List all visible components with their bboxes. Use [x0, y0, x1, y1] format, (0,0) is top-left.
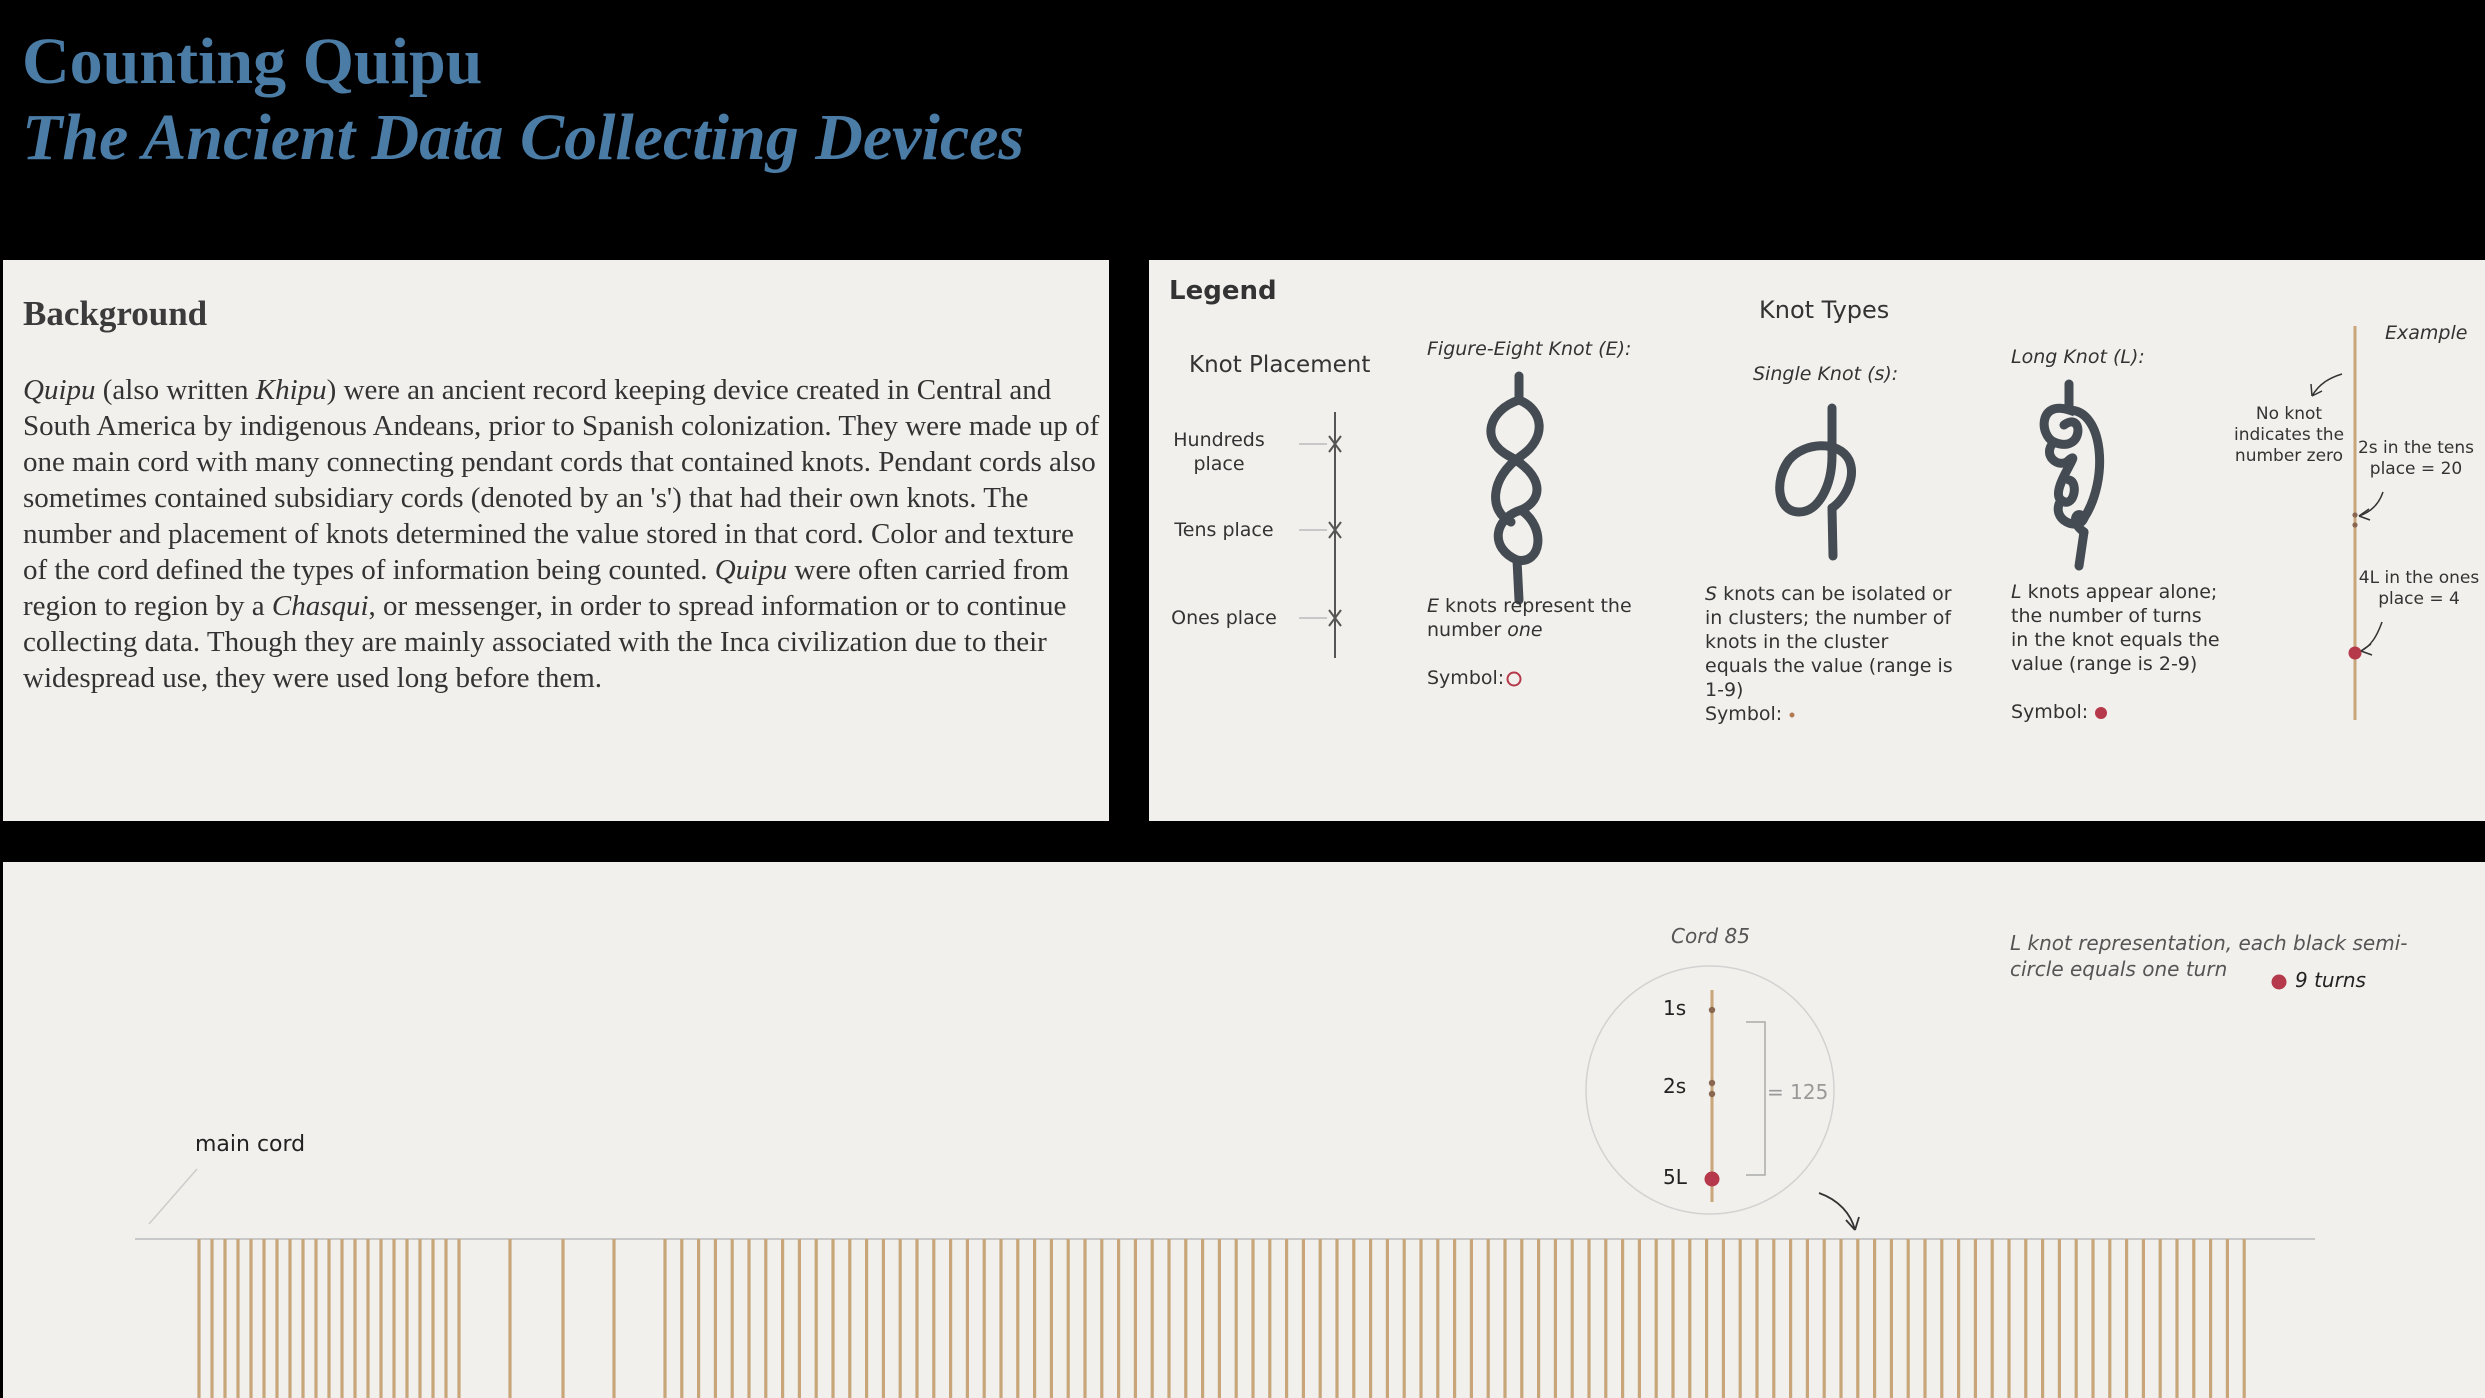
cord-85-bracket	[1746, 1022, 1765, 1175]
single-knot-name: Single Knot (s):	[1753, 363, 1899, 385]
pendant-cords	[199, 1239, 2244, 1398]
legend-title: Legend	[1169, 276, 1277, 306]
knot-placement-heading: Knot Placement	[1189, 352, 1371, 378]
main-cord-pointer	[149, 1169, 197, 1224]
place-tens: Tens place	[1174, 519, 1274, 541]
lknot-note: L knot representation, each black semi-circle equals one turn	[2010, 931, 2408, 981]
quipu-panel	[3, 862, 2485, 1398]
cord-85-total: = 125	[1767, 1080, 1829, 1104]
legend-panel	[1149, 260, 2485, 821]
figure-eight-name: Figure-Eight Knot (E):	[1427, 338, 1632, 360]
lknot-turns-label: 9 turns	[2295, 968, 2366, 992]
cord-85-label-1s: 1s	[1663, 996, 1687, 1020]
cord-85-label-2s: 2s	[1663, 1074, 1687, 1098]
example-cord-diagram	[1149, 260, 1159, 270]
long-knot-name: Long Knot (L):	[2011, 346, 2145, 368]
main-cord-label: main cord	[195, 1132, 306, 1157]
page-subtitle: The Ancient Data Collecting Devices	[22, 101, 1025, 174]
background-heading: Background	[23, 294, 208, 333]
cord-85-title: Cord 85	[1671, 924, 1750, 948]
example-no-knot: No knot indicates the number zero	[2233, 404, 2345, 466]
knot-types-heading: Knot Types	[1759, 296, 1890, 324]
single-knot-desc: S knots can be isolated or in clusters; the number of knots in the cluster equals the value (range is 1-9)	[1705, 583, 1953, 701]
background-panel	[3, 260, 1109, 821]
example-title: Example	[2385, 322, 2468, 344]
cord-85-knot-1s	[1709, 1007, 1715, 1013]
example-tens: 2s in the tens place = 20	[2357, 438, 2475, 479]
long-knot-desc: L knots appear alone; the number of turns in the knot equals the value (range is 2-9)	[2011, 581, 2220, 675]
place-hundreds: Hundreds place	[1173, 429, 1265, 475]
place-ones: Ones place	[1171, 607, 1277, 629]
single-knot-symbol-label: Symbol:	[1705, 703, 1783, 725]
cord-85-knot-5L	[1705, 1172, 1720, 1187]
figure-eight-desc: E knots represent the number one	[1427, 595, 1632, 641]
long-knot-symbol-label: Symbol:	[2011, 701, 2089, 723]
cord-85-arrow	[1819, 1193, 1859, 1230]
quipu-diagram	[3, 862, 13, 872]
cord-85-label-5L: 5L	[1663, 1165, 1687, 1189]
page-title: Counting Quipu	[22, 25, 483, 98]
cord-85-knot-2s-b	[1709, 1091, 1715, 1097]
example-ones: 4L in the ones place = 4	[2358, 568, 2480, 609]
figure-eight-symbol-label: Symbol:	[1427, 667, 1505, 689]
cord-85-knot-2s-a	[1709, 1080, 1715, 1086]
background-paragraph: Quipu (also written Khipu) were an ancient record keeping device created in Central and South America by indigenous Andeans, prior to Spanish colonization. They were made up of one main cord with many connecting pendant cords that contained knots. Pendant cords also sometimes contained subsidiary cords (denoted by an 's') that had their own knots. The number and placement of knots determined the value stored in that cord. Color and texture of the cord defined the types of information being counted. Quipu were often carried from region to region by a Chasqui, or messenger, in order to spread information or to continue collecting data. Though they are mainly associated with the Inca civilization due to their widespread use, they were used long before them.	[23, 374, 1100, 694]
